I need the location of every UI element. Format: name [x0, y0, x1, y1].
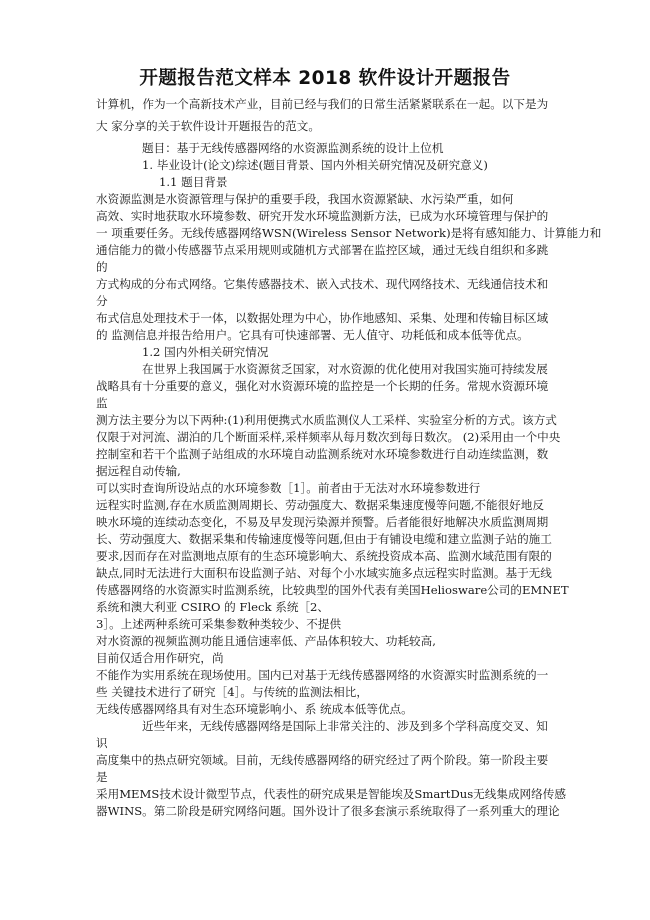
text-line: 些 关键技术进行了研究［4］。与传统的监测法相比， [96, 685, 368, 699]
text-line: 通信能力的微小传感器节点采用规则或随机方式部署在监控区域，通过无线自组织和多跳 [96, 243, 549, 257]
text-line: 题目：基于无线传感器网络的水资源监测系统的设计上位机 [142, 141, 444, 155]
text-line: 高效、实时地获取水环境参数、研究开发水环境监测新方法，已成为水环境管理与保护的 [96, 209, 549, 223]
text-line: 分 [96, 294, 108, 308]
text-line: 监 [96, 396, 108, 410]
text-line: 测方法主要分为以下两种:(1)利用便携式水质监测仪人工采样、实验室分析的方式。该方式 [96, 413, 557, 427]
text-line: 布式信息处理技术于一体，以数据处理为中心，协作地感知、采集、处理和传输目标区域 [96, 311, 549, 325]
text-line: 一 项重要任务。无线传感器网络WSN(Wireless Sensor Network)是将有感知能力、计算能力和 [96, 226, 602, 240]
text-line: 对水资源的视频监测功能且通信速率低、产品体积较大、功耗较高, [96, 634, 436, 648]
text-line: 器WINS。第二阶段是研究网络问题。国外设计了很多套演示系统取得了一系列重大的理论 [96, 804, 560, 818]
text-line: 要求,因而存在对监测地点原有的生态环境影响大、系统投资成本高、监测水域范围有限的 [96, 549, 552, 563]
text-line: 缺点,同时无法进行大面积布设监测子站、对每个小水域实施多点远程实时监测。基于无线 [96, 566, 552, 580]
text-line: 传感器网络的水资源实时监测系统，比较典型的国外代表有美国Heliosware公司的EMNET [96, 583, 569, 597]
text-line: 的 监测信息并报告给用户。它具有可快速部署、无人值守、功耗低和成本低等优点。 [96, 328, 529, 342]
section-heading: 1.1 题目背景 [159, 175, 228, 189]
text-line: 大 家分享的关于软件设计开题报告的范文。 [96, 119, 320, 133]
text-line: 不能作为实用系统在现场使用。国内已对基于无线传感器网络的水资源实时监测系统的一 [96, 668, 549, 682]
section-heading: 1.2 国内外相关研究情况 [142, 345, 269, 359]
text-line: 在世界上我国属于水资源贫乏国家，对水资源的优化使用对我国实施可持续发展 [142, 362, 548, 376]
text-line: 战略具有十分重要的意义，强化对水资源环境的监控是一个长期的任务。常规水资源环境 [96, 379, 549, 393]
text-line: 水资源监测是水资源管理与保护的重要手段，我国水资源紧缺、水污染严重，如何 [96, 192, 514, 206]
text-line: 可以实时查询所设站点的水环境参数［1］。前者由于无法对水环境参数进行 [96, 481, 481, 495]
text-line: 映水环境的连续动态变化，不易及早发现污染源并预警。后者能很好地解决水质监测周期 [96, 515, 549, 529]
text-line: 远程实时监测,存在水质监测周期长、劳动强度大、数据采集速度慢等问题,不能很好地反 [96, 498, 544, 512]
document-title: 开题报告范文样本 2018 软件设计开题报告 [139, 68, 511, 89]
text-line: 方式构成的分布式网络。它集传感器技术、嵌入式技术、现代网络技术、无线通信技术和 [96, 277, 549, 291]
text-line: 控制室和若干个监测子站组成的水环境自动监测系统对水环境参数进行自动连续监测，数 [96, 447, 549, 461]
text-line: 的 [96, 260, 108, 274]
text-line: 近些年来，无线传感器网络是国际上非常关注的、涉及到多个学科高度交叉、知 [142, 719, 548, 733]
text-line: 仅限于对河流、湖泊的几个断面采样,采样频率从每月数次到每日数次。 (2)采用由一个中央 [96, 430, 561, 444]
text-line: 1. 毕业设计(论文)综述(题目背景、国内外相关研究情况及研究意义) [142, 158, 488, 172]
text-line: 识 [96, 736, 108, 750]
text-line: 无线传感器网络具有对生态环境影响小、系 统成本低等优点。 [96, 702, 413, 716]
text-line: 长、劳动强度大、数据采集和传输速度慢等问题,但由于有铺设电缆和建立监测子站的施工 [96, 532, 552, 546]
text-line: 3］。上述两种系统可采集参数种类较少、不提供 [96, 617, 342, 631]
text-line: 高度集中的热点研究领域。目前，无线传感器网络的研究经过了两个阶段。第一阶段主要 [96, 753, 549, 767]
text-line: 据远程自动传输, [96, 464, 181, 478]
text-line: 系统和澳大利亚 CSIRO 的 Fleck 系统［2、 [96, 600, 330, 614]
text-line: 是 [96, 770, 108, 784]
text-line: 目前仅适合用作研究，尚 [96, 651, 224, 665]
text-line: 计算机，作为一个高新技术产业，目前已经与我们的日常生活紧紧联系在一起。以下是为 [96, 97, 549, 111]
text-line: 采用MEMS技术设计微型节点，代表性的研究成果是智能埃及SmartDus无线集成网络传感 [96, 787, 566, 801]
